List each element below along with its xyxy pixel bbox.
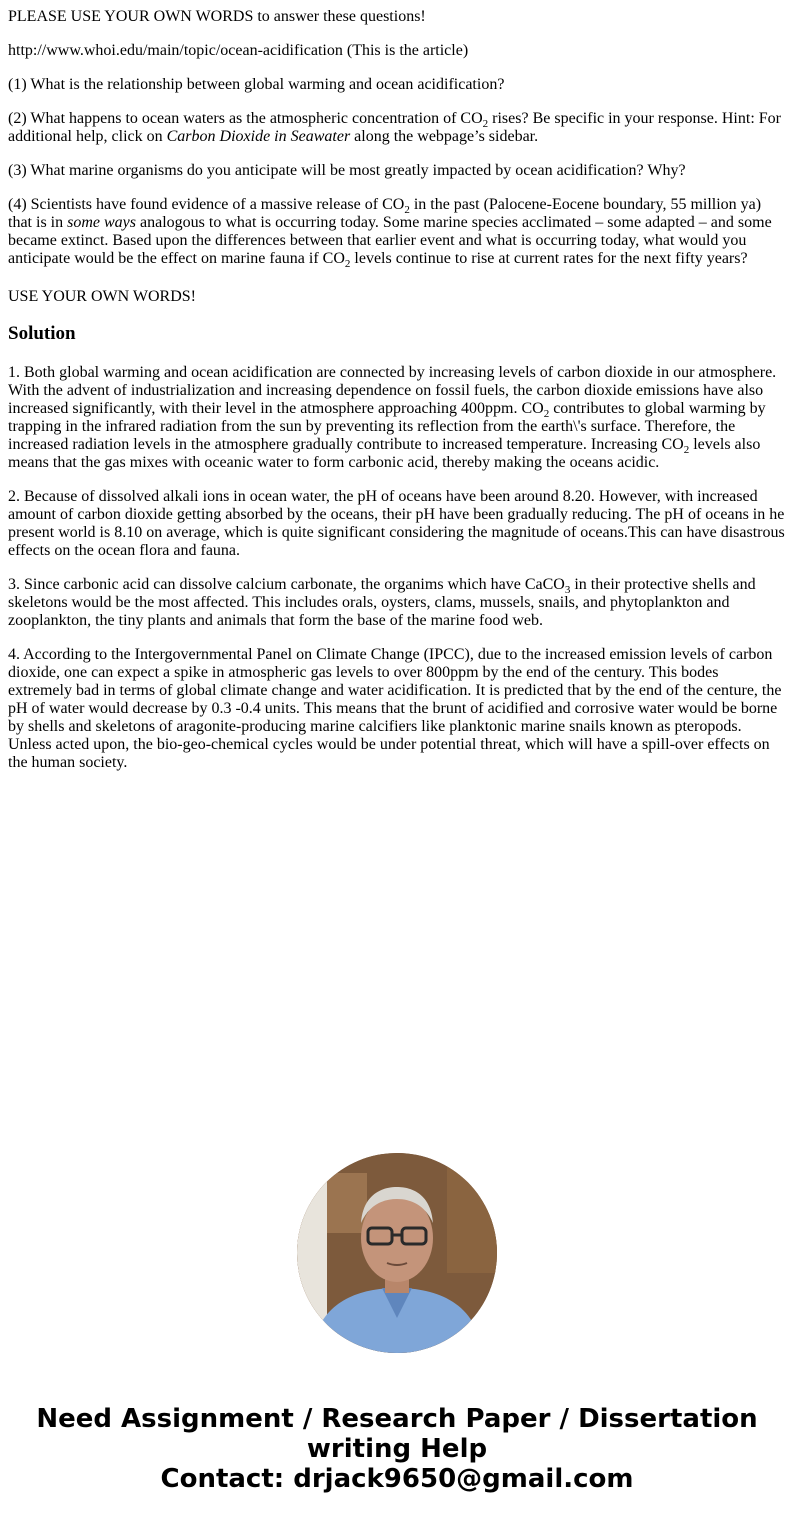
article-reference: http://www.whoi.edu/main/topic/ocean-acidification (This is the article): [8, 42, 469, 59]
promo-footer: [0, 1404, 794, 1494]
document-body: [8, 8, 786, 788]
question-3: (3) What marine organisms do you anticipate will be most greatly impacted by ocean acidification? Why?: [8, 162, 686, 179]
solution-heading: Solution: [8, 323, 76, 344]
question-1: (1) What is the relationship between global warming and ocean acidification?: [8, 76, 505, 93]
promo-headline: Need Assignment / Research Paper / Dissertation writing Help: [36, 1404, 758, 1464]
question-2: (2) What happens to ocean waters as the atmospheric concentration of $CO_2$ rises? Be specific in your response. Hint: For additional help, click on Carbon Dioxide in Seawater along the webpage’s sidebar.: [8, 110, 781, 145]
sidebar-link-reference: Carbon Dioxide in Seawater: [166, 128, 351, 145]
question-4: (4) Scientists have found evidence of a massive release of $CO_2$ in the past (Palocene-Eocene boundary, 55 million ya) that is in some ways analogous to what is occurring today. Some marine species acclimated – some adapted – and some became extinct. Based upon the differences between that earlier event and what is occurring today, what would you anticipate would be the effect on marine fauna if $CO_2$ levels continue to rise at current rates for the next fifty years?: [8, 196, 772, 270]
answer-4: 4. According to the Intergovernmental Panel on Climate Change (IPCC), due to the increased emission levels of carbon dioxide, one can expect a spike in atmospheric gas levels to over 800ppm by the end of the century. This bodes extremely bad in terms of global climate change and water acidification. It is predicted that by the end of the centure, the pH of water would decrease by 0.3 -0.4 units. This means that the brunt of acidified and corrosive water would be borne by shells and skeletons of aragonite-producing marine calcifiers like planktonic marine snails known as pteropods. Unless acted upon, the bio-geo-chemical cycles would be under potential threat, which will have a spill-over effects on the human society.: [8, 646, 782, 771]
author-avatar: [297, 1153, 497, 1353]
answer-2: 2. Because of dissolved alkali ions in ocean water, the pH of oceans have been around 8.20. However, with increased amount of carbon dioxide getting absorbed by the oceans, their pH have been gradually reducing. The pH of oceans in he present world is 8.10 on average, which is quite significant considering the magnitude of oceans.This can have disastrous effects on the ocean flora and fauna.: [8, 488, 785, 559]
answer-1: 1. Both global warming and ocean acidification are connected by increasing levels of carbon dioxide in our atmosphere. With the advent of industrialization and increasing dependence on fossil fuels, the carbon dioxide emissions have also increased significantly, with their level in the atmosphere approaching 400ppm. $CO_2$ contributes to global warming by trapping in the infrared radiation from the sun by preventing its reflection from the earth\'s surface. Therefore, the increased radiation levels in the atmosphere gradually contribute to increased temperature. Increasing $CO_2$ levels also means that the gas mixes with oceanic water to form carbonic acid, thereby making the oceans acidic.: [8, 364, 777, 471]
instruction-text: PLEASE USE YOUR OWN WORDS to answer these questions!: [8, 8, 426, 25]
author-portrait-image: [297, 1153, 497, 1353]
contact-email: Contact: drjack9650@gmail.com: [160, 1464, 634, 1494]
closing-instruction: USE YOUR OWN WORDS!: [8, 288, 196, 305]
answer-3: 3. Since carbonic acid can dissolve calcium carbonate, the organims which have CaCO$_3$ in their protective shells and skeletons would be the most affected. This includes orals, oysters, clams, mussels, snails, and phytoplankton and zooplankton, the tiny plants and animals that form the base of the marine food web.: [8, 576, 756, 629]
